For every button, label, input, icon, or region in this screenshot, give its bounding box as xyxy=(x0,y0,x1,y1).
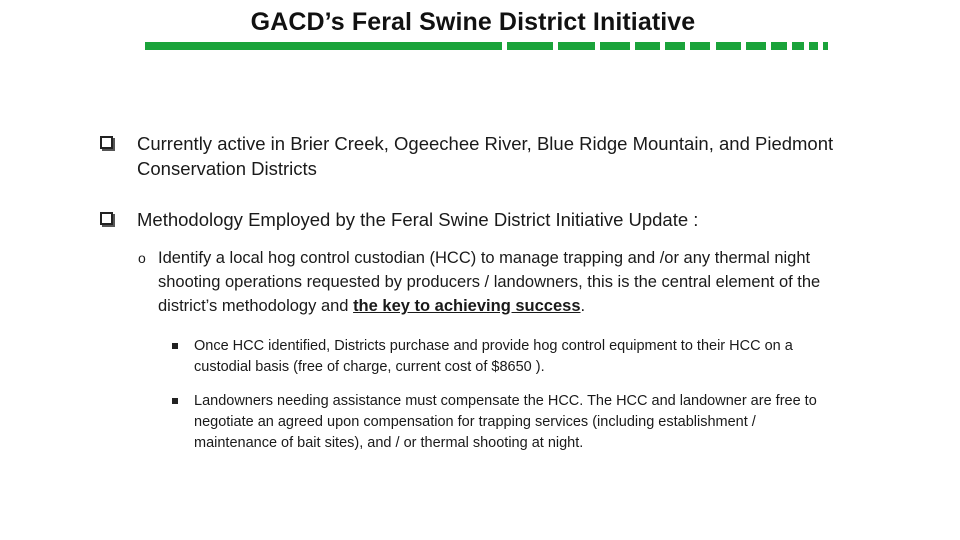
slide-title-text: GACD’s Feral Swine District Initiative xyxy=(250,8,696,36)
divider-segment xyxy=(145,42,502,50)
sub-bullet-text-end: . xyxy=(580,297,586,315)
divider-segment xyxy=(823,42,828,50)
divider-segment xyxy=(635,42,660,50)
bullet-text: Currently active in Brier Creek, Ogeechee River, Blue Ridge Mountain, and Piedmont Conservation Districts xyxy=(137,133,834,179)
title-divider-bar xyxy=(145,42,835,50)
divider-segment xyxy=(771,42,787,50)
square-bullet-icon xyxy=(172,398,178,404)
sub-bullet-text-part: Identify a local hog control custodian (HCC) to manage trapping and /or any thermal night shooting operations requested by producers / landowners, this is the central element of the district’s methodology and xyxy=(158,249,821,315)
divider-segment xyxy=(665,42,685,50)
circle-bullet-icon: o xyxy=(138,250,146,266)
divider-segment xyxy=(690,42,710,50)
divider-segment xyxy=(792,42,804,50)
checkbox-bullet-icon xyxy=(100,136,113,149)
checkbox-bullet-icon xyxy=(100,212,113,225)
emphasis-text: the key to achieving success xyxy=(353,297,581,315)
slide-title xyxy=(0,8,960,37)
divider-segment xyxy=(746,42,766,50)
detail-bullet-text: Once HCC identified, Districts purchase and provide hog control equipment to their HCC on a custodial basis (free of charge, current cost of $8650 ). xyxy=(194,338,793,375)
divider-segment xyxy=(558,42,595,50)
sub-bullet-text xyxy=(158,246,848,318)
divider-segment xyxy=(716,42,741,50)
square-bullet-icon xyxy=(172,343,178,349)
divider-segment xyxy=(600,42,630,50)
bullet-text: Methodology Employed by the Feral Swine District Initiative Update : xyxy=(137,209,699,230)
detail-bullet-text: Landowners needing assistance must compensate the HCC. The HCC and landowner are free to negotiate an agreed upon compensation for trapping services (including establishment / maintenance of bait sites), and / or thermal shooting at night. xyxy=(194,393,817,451)
divider-segment xyxy=(507,42,553,50)
divider-segment xyxy=(809,42,818,50)
